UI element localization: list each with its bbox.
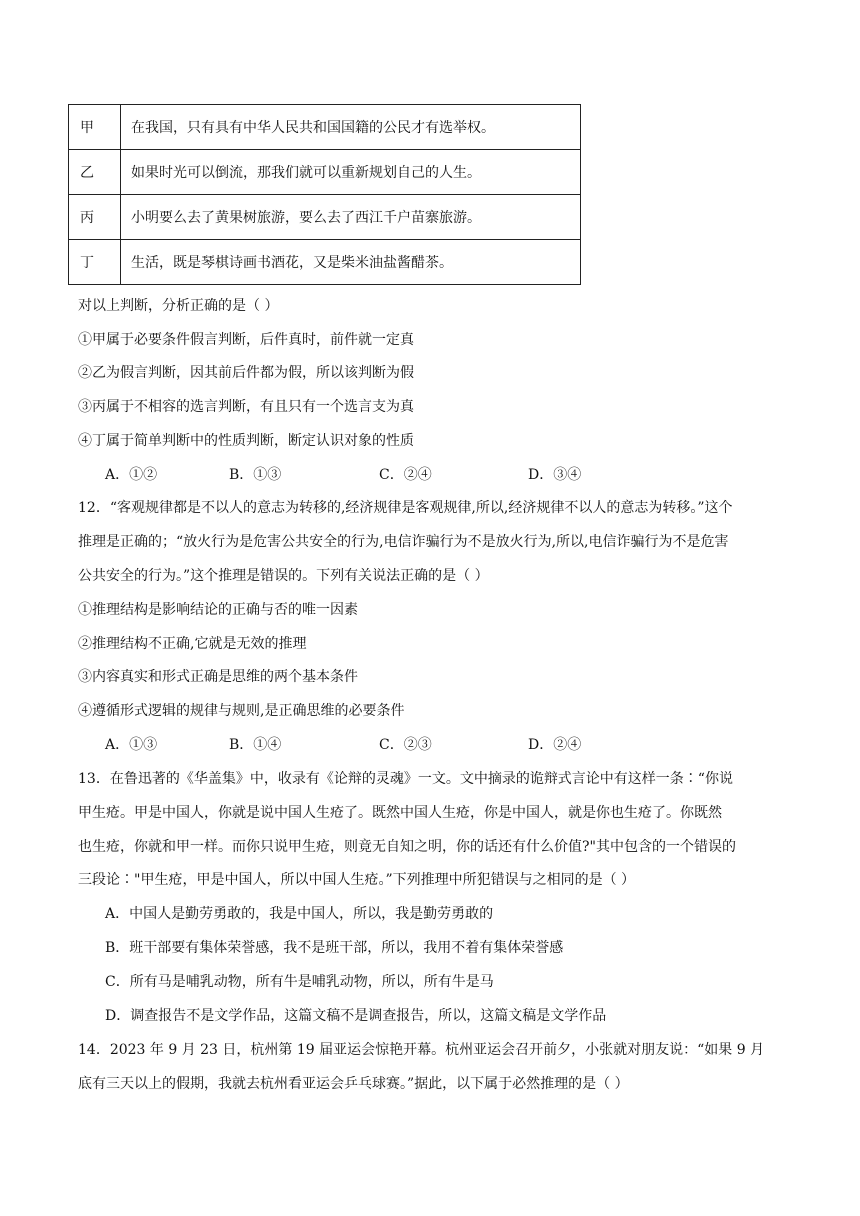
q11-item: ①甲属于必要条件假言判断，后件真时，前件就一定真	[78, 332, 414, 348]
option-a[interactable]: A．中国人是勤劳勇敢的，我是中国人，所以，我是勤劳勇敢的	[105, 906, 494, 922]
q12-item: ①推理结构是影响结论的正确与否的唯一因素	[78, 602, 358, 618]
option-c[interactable]: C．②④	[379, 467, 432, 483]
q11-item: ③丙属于不相容的选言判断，有且只有一个选言支为真	[78, 399, 414, 415]
option-d[interactable]: D．调查报告不是文学作品，这篇文稿不是调查报告，所以，这篇文稿是文学作品	[105, 1008, 607, 1024]
table-row	[69, 105, 581, 150]
q12-item: ④遵循形式逻辑的规律与规则,是正确思维的必要条件	[78, 703, 405, 719]
option-d[interactable]: D．②④	[528, 737, 582, 753]
q12-stem-line: 推理是正确的；“放火行为是危害公共安全的行为,电信诈骗行为不是放火行为,所以,电信诈骗行为不是危害	[78, 534, 729, 550]
row-key: 乙	[69, 150, 121, 195]
option-c[interactable]: C．②③	[379, 737, 432, 753]
judgment-table	[68, 104, 581, 285]
q14-stem-line: 底有三天以上的假期，我就去杭州看亚运会乒乓球赛。”据此，以下属于必然推理的是（ ）	[78, 1076, 629, 1092]
q11-stem: 对以上判断，分析正确的是（ ）	[78, 298, 279, 314]
option-a[interactable]: A．①②	[105, 467, 158, 483]
option-c[interactable]: C．所有马是哺乳动物，所有牛是哺乳动物，所以，所有牛是马	[105, 974, 494, 990]
q12-item: ③内容真实和形式正确是思维的两个基本条件	[78, 669, 358, 685]
q12-stem-line: 公共安全的行为。”这个推理是错误的。下列有关说法正确的是（ ）	[78, 568, 489, 584]
table-row	[69, 150, 581, 195]
q12-stem-line: 12．“客观规律都是不以人的意志为转移的,经济规律是客观规律,所以,经济规律不以人的意志为转移。”这个	[78, 500, 733, 516]
option-b[interactable]: B．班干部要有集体荣誉感，我不是班干部，所以，我用不着有集体荣誉感	[105, 940, 564, 956]
q11-item: ④丁属于简单判断中的性质判断，断定认识对象的性质	[78, 433, 414, 449]
table-row	[69, 240, 581, 285]
q13-stem-line: 甲生疮。甲是中国人，你就是说中国人生疮了。既然中国人生疮，你是中国人，就是你也生疮了。你既然	[78, 805, 722, 821]
q13-stem-line: 13．在鲁迅著的《华盖集》中，收录有《论辩的灵魂》一文。文中摘录的诡辩式言论中有这样一条∶“你说	[78, 771, 733, 787]
row-text: 如果时光可以倒流，那我们就可以重新规划自己的人生。	[121, 150, 581, 195]
row-text: 小明要么去了黄果树旅游，要么去了西江千户苗寨旅游。	[121, 195, 581, 240]
row-key: 丙	[69, 195, 121, 240]
q12-item: ②推理结构不正确,它就是无效的推理	[78, 636, 307, 652]
option-d[interactable]: D．③④	[528, 467, 582, 483]
option-b[interactable]: B．①④	[229, 737, 282, 753]
option-a[interactable]: A．①③	[105, 737, 158, 753]
q14-stem-line: 14．2023 年 9 月 23 日，杭州第 19 届亚运会惊艳开幕。杭州亚运会召开前夕，小张就对朋友说：“如果 9 月	[78, 1042, 765, 1058]
option-b[interactable]: B．①③	[229, 467, 282, 483]
row-key: 丁	[69, 240, 121, 285]
q11-item: ②乙为假言判断，因其前后件都为假，所以该判断为假	[78, 365, 414, 381]
row-text: 在我国，只有具有中华人民共和国国籍的公民才有选举权。	[121, 105, 581, 150]
row-text: 生活，既是琴棋诗画书酒花，又是柴米油盐酱醋茶。	[121, 240, 581, 285]
q13-stem-line: 也生疮，你就和甲一样。而你只说甲生疮，则竟无自知之明，你的话还有什么价值?"其中包含的一个错误的	[78, 839, 736, 855]
q13-stem-line: 三段论∶"甲生疮，甲是中国人，所以中国人生疮。”下列推理中所犯错误与之相同的是（ ）	[78, 872, 636, 888]
table-row	[69, 195, 581, 240]
row-key: 甲	[69, 105, 121, 150]
